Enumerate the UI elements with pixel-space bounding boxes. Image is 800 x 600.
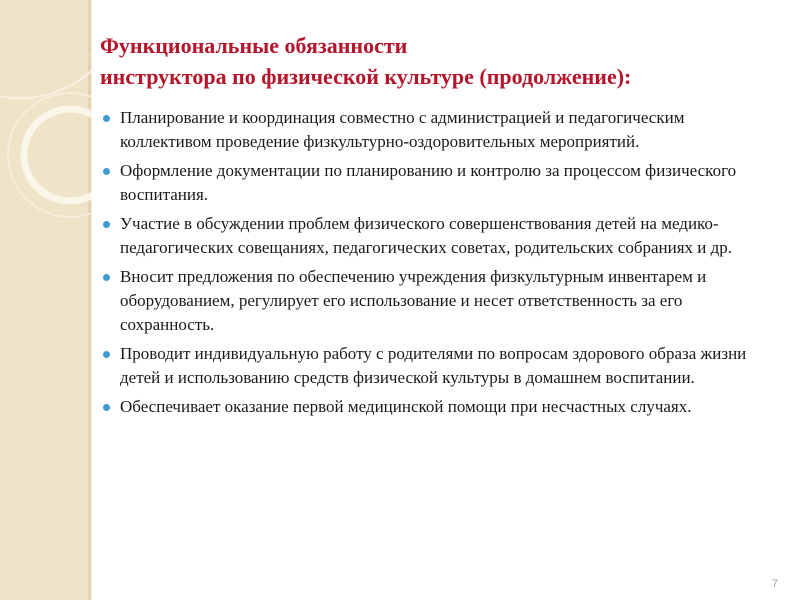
bullet-text: Проводит индивидуальную работу с родителями по вопросам здорового образа жизни детей и использованию средств физической культуры в домашнем воспитании. xyxy=(120,344,747,387)
bullet-text: Участие в обсуждении проблем физического совершенствования детей на медико-педагогических совещаниях, педагогических советах, родительских собраниях и др. xyxy=(120,214,733,257)
bullet-text: Планирование и координация совместно с администрацией и педагогическим коллективом проведение физкультурно-оздоровительных мероприятий. xyxy=(120,108,685,151)
bullet-item xyxy=(100,395,780,419)
bullet-icon xyxy=(103,404,110,411)
bullet-icon xyxy=(103,351,110,358)
bullet-item xyxy=(100,265,780,337)
bullet-item xyxy=(100,342,780,390)
slide-number: 7 xyxy=(771,578,778,590)
bullet-item xyxy=(100,159,780,207)
bullet-text: Вносит предложения по обеспечению учреждения физкультурным инвентарем и оборудованием, регулирует его использование и несет ответственность за его сохранность. xyxy=(120,267,707,334)
bullet-text: Обеспечивает оказание первой медицинской помощи при несчастных случаях. xyxy=(120,397,692,416)
slide-title-line-1: Функциональные обязанности xyxy=(100,33,408,58)
bullet-item xyxy=(100,106,780,154)
bullet-icon xyxy=(103,221,110,228)
bullet-icon xyxy=(103,168,110,175)
bullet-icon xyxy=(103,274,110,281)
bullet-list xyxy=(100,106,780,424)
concentric-rings-decoration-icon xyxy=(0,0,92,600)
slide-title xyxy=(100,30,790,92)
bullet-icon xyxy=(103,115,110,122)
bullet-text: Оформление документации по планированию и контролю за процессом физического воспитания. xyxy=(120,161,737,204)
slide-title-line-2: инструктора по физической культуре (продолжение): xyxy=(100,64,632,89)
bullet-item xyxy=(100,212,780,260)
